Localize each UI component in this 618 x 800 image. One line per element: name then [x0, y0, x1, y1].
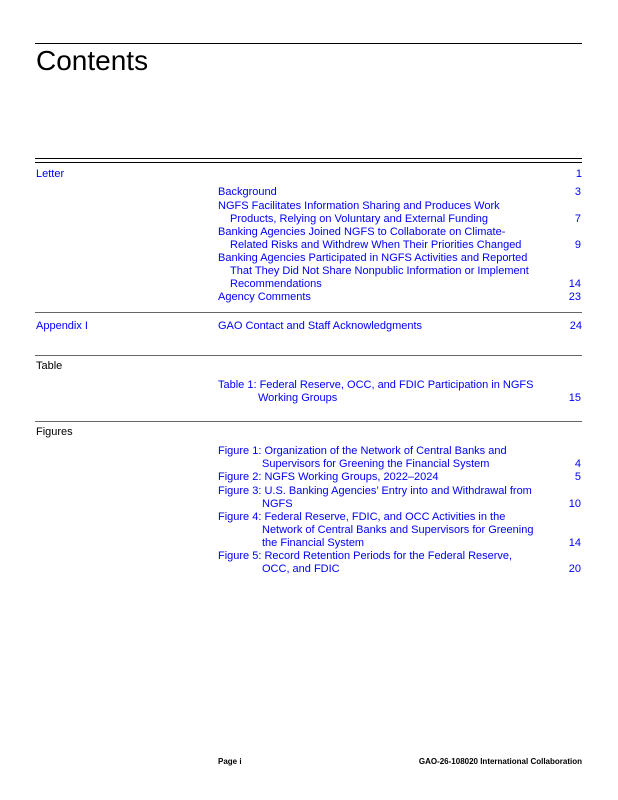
footer-page-label: Page i: [218, 757, 242, 766]
contents-double-rule: [35, 158, 582, 163]
figure-entry-page: 20: [568, 563, 581, 576]
figure-entry-text: NGFS: [262, 498, 293, 511]
figure-entry-text: Network of Central Banks and Supervisors for Greening: [262, 524, 534, 537]
table-entry-text: Table 1: Federal Reserve, OCC, and FDIC Participation in NGFS: [218, 379, 534, 391]
table-entry-text: Working Groups: [258, 392, 338, 405]
letter-entry-text: NGFS Facilitates Information Sharing and Produces Work: [218, 200, 500, 212]
figure-entry-text: Figure 5: Record Retention Periods for the Federal Reserve,: [218, 550, 513, 562]
appendix-label-link[interactable]: Appendix I: [36, 320, 88, 332]
letter-entry[interactable]: [218, 226, 581, 252]
page-title: Contents: [36, 45, 149, 76]
letter-entry-text: Background: [218, 186, 277, 198]
letter-entry[interactable]: [218, 252, 581, 292]
letter-entry-text: Related Risks and Withdrew When Their Priorities Changed: [230, 239, 522, 252]
figures-section-label: Figures: [36, 426, 73, 438]
letter-link[interactable]: Letter: [36, 168, 65, 180]
letter-entry-text: Products, Relying on Voluntary and External Funding: [230, 213, 489, 226]
letter-entry-text: Recommendations: [230, 278, 322, 291]
figure-entry[interactable]: [218, 550, 581, 576]
letter-entry-page: 14: [568, 278, 581, 291]
figure-entry-text: the Financial System: [262, 537, 365, 550]
figure-entry[interactable]: [218, 485, 581, 511]
figure-entry-page: 4: [574, 458, 581, 471]
footer-report-id: GAO-26-108020 International Collaboration: [418, 757, 582, 766]
figure-entry-text: OCC, and FDIC: [262, 563, 340, 576]
letter-entry-text: Banking Agencies Participated in NGFS Activities and Reported: [218, 252, 528, 264]
figure-entry[interactable]: [218, 511, 581, 551]
letter-entry-text: Banking Agencies Joined NGFS to Collaborate on Climate-: [218, 226, 506, 238]
appendix-rule: [35, 312, 582, 313]
letter-entry-page: 23: [568, 291, 581, 303]
figure-entry-text: Figure 2: NGFS Working Groups, 2022–2024: [218, 471, 439, 483]
letter-entry[interactable]: [218, 200, 581, 226]
letter-entry-page: 7: [574, 213, 581, 226]
table-entry-page: 15: [568, 392, 581, 405]
appendix-title-link[interactable]: GAO Contact and Staff Acknowledgments: [218, 320, 423, 332]
letter-entry-text: That They Did Not Share Nonpublic Information or Implement: [230, 265, 529, 278]
figure-entry-text: Supervisors for Greening the Financial System: [262, 458, 490, 471]
appendix-page-link[interactable]: 24: [569, 320, 582, 332]
figure-entry-text: Figure 3: U.S. Banking Agencies’ Entry into and Withdrawal from: [218, 485, 532, 497]
table-entry[interactable]: [218, 379, 581, 405]
table-section-label: Table: [36, 360, 63, 372]
letter-entry-page: 3: [574, 186, 581, 198]
letter-entry[interactable]: [218, 291, 581, 304]
figures-rule: [35, 421, 582, 422]
figure-entry-text: Figure 4: Federal Reserve, FDIC, and OCC Activities in the: [218, 511, 506, 523]
table-rule: [35, 355, 582, 356]
letter-entry[interactable]: [218, 186, 581, 199]
figure-entry[interactable]: [218, 445, 581, 471]
figure-entry-page: 5: [574, 471, 581, 483]
figure-entry[interactable]: [218, 471, 581, 484]
figure-entry-page: 10: [568, 498, 581, 511]
letter-entry-page: 9: [574, 239, 581, 252]
letter-entry-text: Agency Comments: [218, 291, 311, 303]
letter-page-link[interactable]: 1: [575, 168, 582, 180]
figure-entry-page: 14: [568, 537, 581, 550]
figure-entry-text: Figure 1: Organization of the Network of Central Banks and: [218, 445, 507, 457]
